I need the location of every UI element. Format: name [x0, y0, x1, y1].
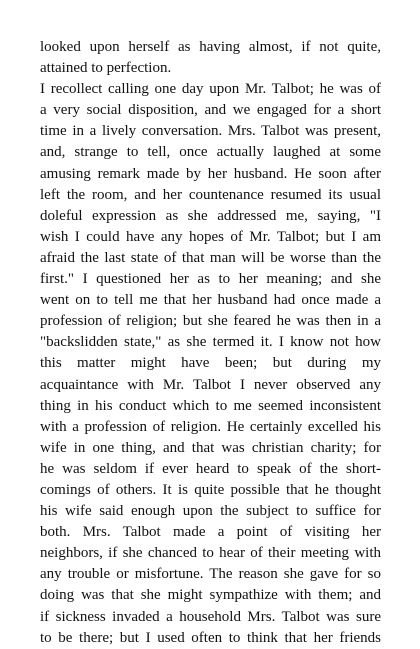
- text-line: he was seldom if ever heard to speak of the short-: [40, 460, 381, 477]
- text-line: wish I could have any hopes of Mr. Talbot; but I am: [40, 228, 381, 245]
- text-line: time in a lively conversation. Mrs. Talbot was present,: [40, 123, 381, 140]
- text-line: first." I questioned her as to her meaning; and she: [40, 271, 381, 288]
- text-line: if sickness invaded a household Mrs. Talbot was sure: [40, 608, 381, 625]
- text-line: doing was that she might sympathize with them; and: [40, 587, 381, 604]
- text-line: comings of others. It is quite possible that he thought: [40, 481, 381, 498]
- text-line: neighbors, if she chanced to hear of their meeting with: [40, 545, 381, 562]
- text-line: "backslidden state," as she termed it. I know not how: [40, 334, 381, 351]
- text-line: to be there; but I used often to think that her friends: [40, 629, 381, 646]
- text-line: both. Mrs. Talbot made a point of visiting her: [40, 524, 381, 541]
- text-line: amusing remark made by her husband. He soon after: [40, 165, 381, 182]
- text-line: any trouble or misfortune. The reason she gave for so: [40, 566, 381, 583]
- text-line: afraid the last state of that man will be worse than the: [40, 249, 381, 266]
- text-line: went on to tell me that her husband had once made a: [40, 292, 381, 309]
- text-line: acquaintance with Mr. Talbot I never observed any: [40, 376, 381, 393]
- text-line: attained to perfection.: [40, 60, 172, 77]
- text-line: thing in his conduct which to me seemed inconsistent: [40, 397, 381, 414]
- text-line: a very social disposition, and we engaged for a short: [40, 102, 381, 119]
- page-text: [40, 37, 381, 649]
- text-line: with a profession of religion. He certainly excelled his: [40, 418, 381, 435]
- text-line: his wife said enough upon the subject to suffice for: [40, 503, 381, 520]
- text-line: wife in one thing, and that was christian charity; for: [40, 439, 381, 456]
- text-line: profession of religion; but she feared he was then in a: [40, 313, 381, 330]
- text-line: doleful expression as she addressed me, saying, "I: [40, 207, 381, 224]
- text-line: and, strange to tell, once actually laughed at some: [40, 144, 381, 161]
- text-line: this matter might have been; but during my: [40, 355, 381, 372]
- text-line: looked upon herself as having almost, if not quite,: [40, 39, 381, 55]
- text-line: left the room, and her countenance resumed its usual: [40, 186, 381, 203]
- text-line: I recollect calling one day upon Mr. Talbot; he was of: [40, 81, 381, 98]
